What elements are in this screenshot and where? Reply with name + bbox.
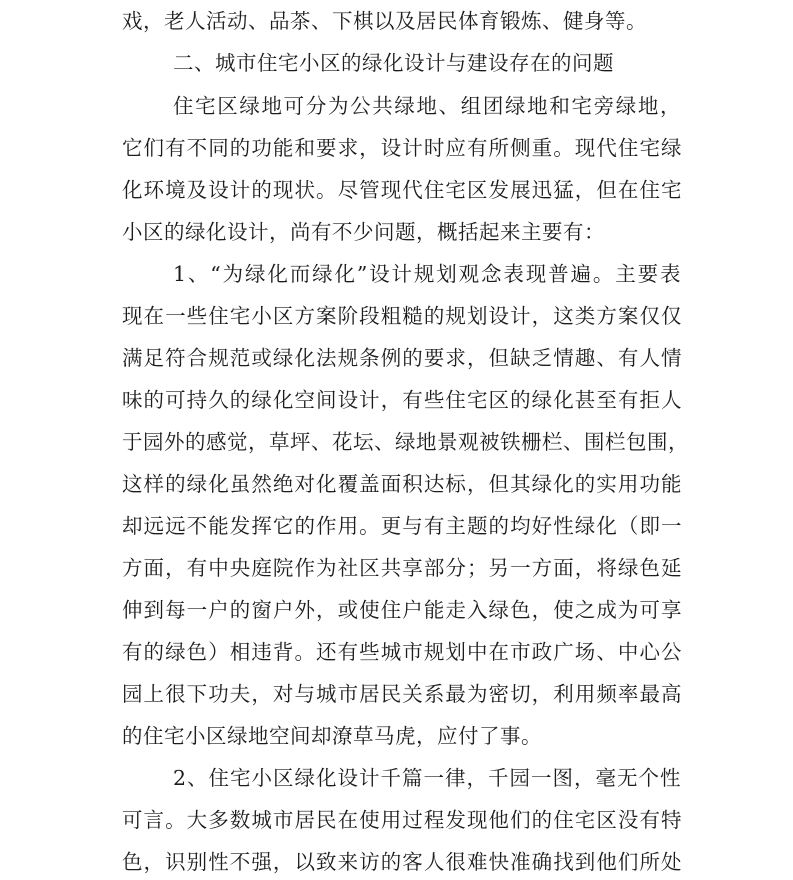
text-line: 1、“为绿化而绿化”设计规划观念表现普遍。主要表: [173, 262, 681, 286]
text-line: 伸到每一户的窗户外，或使住户能走入绿色，使之成为可享: [122, 598, 682, 622]
text-line: 化环境及设计的现状。尽管现代住宅区发展迅猛，但在住宅: [122, 178, 682, 202]
text-line: 有的绿色）相违背。还有些城市规划中在市政广场、中心公: [122, 640, 682, 664]
text-line: 戏，老人活动、品茶、下棋以及居民体育锻炼、健身等。: [122, 9, 647, 33]
text-line: 方面，有中央庭院作为社区共享部分；另一方面，将绿色延: [122, 556, 682, 580]
text-line: 现在一些住宅小区方案阶段粗糙的规划设计，这类方案仅仅: [122, 304, 682, 328]
text-line: 却远远不能发挥它的作用。更与有主题的均好性绿化（即一: [122, 514, 682, 538]
text-line: 于园外的感觉，草坪、花坛、绿地景观被铁栅栏、围栏包围，: [122, 430, 689, 454]
text-line: 可言。大多数城市居民在使用过程发现他们的住宅区没有特: [122, 808, 682, 832]
text-line: 的住宅小区绿地空间却潦草马虎，应付了事。: [122, 724, 542, 748]
text-line: 2、住宅小区绿化设计千篇一律，千园一图，毫无个性: [173, 766, 681, 790]
text-line: 住宅区绿地可分为公共绿地、组团绿地和宅旁绿地，: [173, 94, 681, 118]
text-line: 满足符合规范或绿化法规条例的要求，但缺乏情趣、有人情: [122, 346, 682, 370]
section-heading: 二、城市住宅小区的绿化设计与建设存在的问题: [173, 51, 614, 75]
text-line: 园上很下功夫，对与城市居民关系最为密切，利用频率最高: [122, 682, 682, 706]
text-line: 小区的绿化设计，尚有不少问题，概括起来主要有：: [122, 220, 605, 244]
text-line: 这样的绿化虽然绝对化覆盖面积达标，但其绿化的实用功能: [122, 472, 682, 496]
text-line: 色，识别性不强，以致来访的客人很难快准确找到他们所处: [122, 850, 682, 874]
text-line: 味的可持久的绿化空间设计，有些住宅区的绿化甚至有拒人: [122, 388, 682, 412]
text-line: 它们有不同的功能和要求，设计时应有所侧重。现代住宅绿: [122, 136, 682, 160]
